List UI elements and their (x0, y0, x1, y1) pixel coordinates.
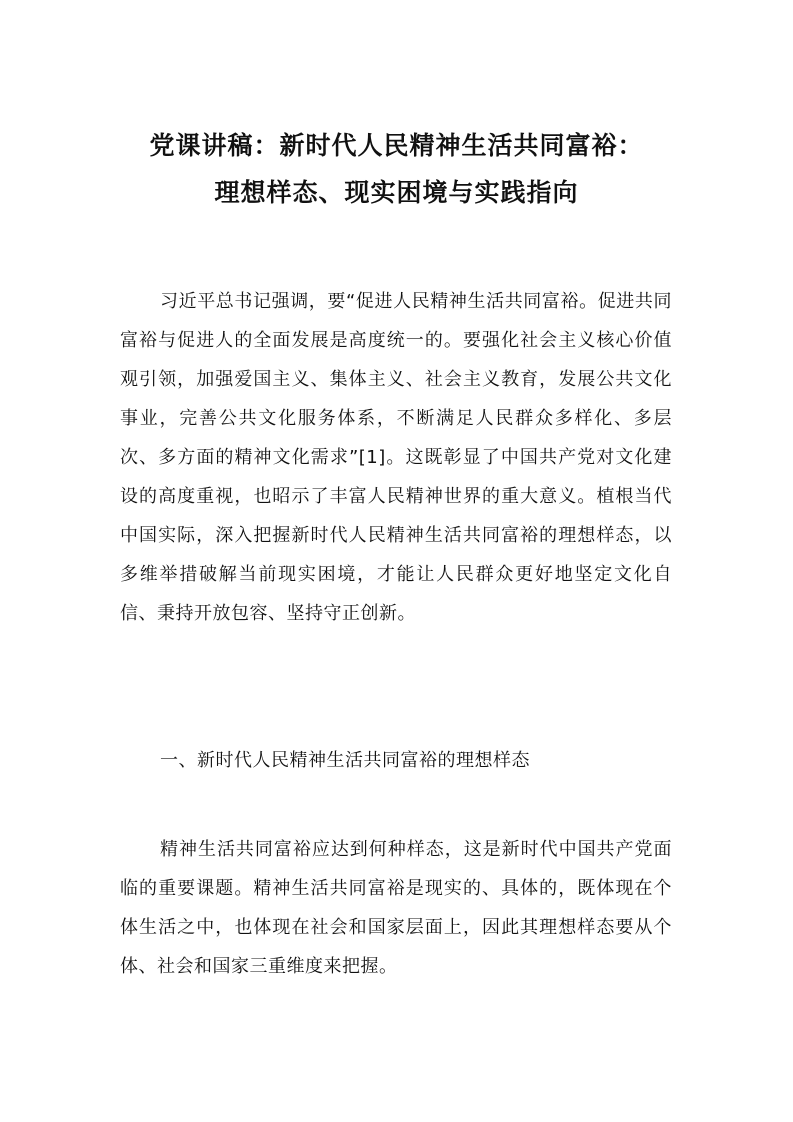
intro-paragraph: 习近平总书记强调，要“促进人民精神生活共同富裕。促进共同富裕与促进人的全面发展是高度统一的。要强化社会主义核心价值观引领，加强爱国主义、集体主义、社会主义教育，发展公共文化事业，完善公共文化服务体系，不断满足人民群众多样化、多层次、多方面的精神文化需求”[1]。这既彰显了中国共产党对文化建设的高度重视，也昭示了丰富人民精神世界的重大意义。植根当代中国实际，深入把握新时代人民精神生活共同富裕的理想样态，以多维举措破解当前现实困境，才能让人民群众更好地坚定文化自信、秉持开放包容、坚持守正创新。 (120, 291, 672, 624)
document-title-line-1: 党课讲稿：新时代人民精神生活共同富裕： (149, 131, 644, 160)
section-heading: 一、新时代人民精神生活共同富裕的理想样态 (160, 750, 530, 771)
section-paragraph: 精神生活共同富裕应达到何种样态，这是新时代中国共产党面临的重要课题。精神生活共同富裕是现实的、具体的，既体现在个体生活之中，也体现在社会和国家层面上，因此其理想样态要从个体、社会和国家三重维度来把握。 (120, 839, 672, 977)
document-title-line-2: 理想样态、现实困境与实践指向 (214, 178, 579, 207)
